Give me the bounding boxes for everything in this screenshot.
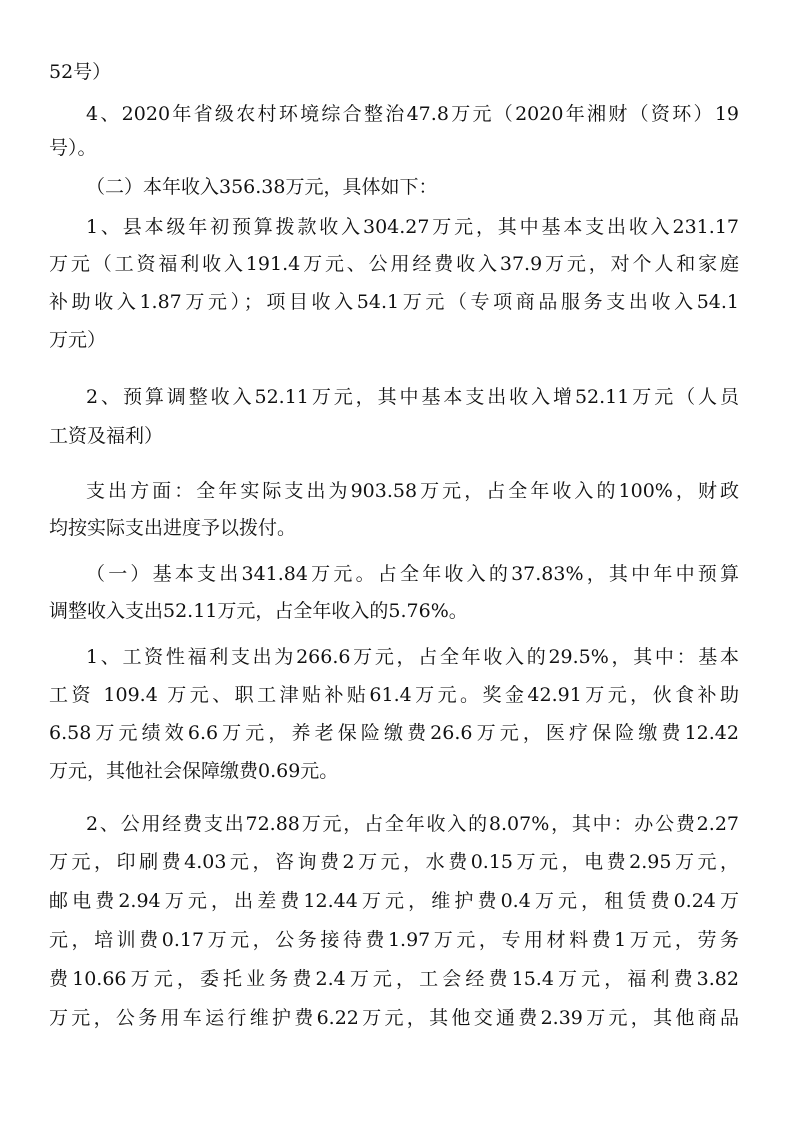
text-line: 工资 109.4 万元、职工津贴补贴61.4万元。奖金42.91万元，伙食补助 xyxy=(49,684,739,706)
text-line: 邮电费2.94万元，出差费12.44万元，维护费0.4万元，租赁费0.24万 xyxy=(49,890,739,912)
text-line: 4、2020年省级农村环境综合整治47.8万元（2020年湘财（资环）19 xyxy=(86,103,739,125)
text-line: 支出方面：全年实际支出为903.58万元，占全年收入的100%，财政 xyxy=(86,480,739,502)
text-line: 万元，其他社会保障缴费0.69元。 xyxy=(49,760,339,782)
text-line: 万元，印刷费4.03元，咨询费2万元，水费0.15万元，电费2.95万元， xyxy=(49,851,739,873)
text-line: 均按实际支出进度予以拨付。 xyxy=(49,517,297,539)
text-line: 2、公用经费支出72.88万元，占全年收入的8.07%，其中：办公费2.27 xyxy=(86,813,739,835)
text-line: 工资及福利） xyxy=(49,425,164,447)
text-line: 万元（工资福利收入191.4万元、公用经费收入37.9万元，对个人和家庭 xyxy=(49,253,739,275)
text-line: 1、县本级年初预算拨款收入304.27万元，其中基本支出收入231.17 xyxy=(86,216,739,238)
section-heading: （二）本年收入356.38万元，具体如下： xyxy=(86,176,438,198)
text-line: 号）。 xyxy=(49,137,97,159)
text-line: 万元，公务用车运行维护费6.22万元，其他交通费2.39万元，其他商品 xyxy=(49,1007,739,1029)
text-line: 2、预算调整收入52.11万元，其中基本支出收入增52.11万元（人员 xyxy=(86,386,739,408)
section-heading: （一）基本支出341.84万元。占全年收入的37.83%，其中年中预算 xyxy=(86,563,739,585)
text-line: 费10.66万元，委托业务费2.4万元，工会经费15.4万元，福利费3.82 xyxy=(49,968,739,990)
text-line: 元，培训费0.17万元，公务接待费1.97万元，专用材料费1万元，劳务 xyxy=(49,929,739,951)
text-line: 补助收入1.87万元）；项目收入54.1万元（专项商品服务支出收入54.1 xyxy=(49,291,739,313)
text-line: 调整收入支出52.11万元，占全年收入的5.76%。 xyxy=(49,600,468,622)
text-line: 1、工资性福利支出为266.6万元，占全年收入的29.5%，其中：基本 xyxy=(86,646,739,668)
text-line: 6.58万元绩效6.6万元，养老保险缴费26.6万元，医疗保险缴费12.42 xyxy=(49,722,739,744)
text-line: 万元） xyxy=(49,329,107,351)
text-line: 52号） xyxy=(49,61,112,83)
